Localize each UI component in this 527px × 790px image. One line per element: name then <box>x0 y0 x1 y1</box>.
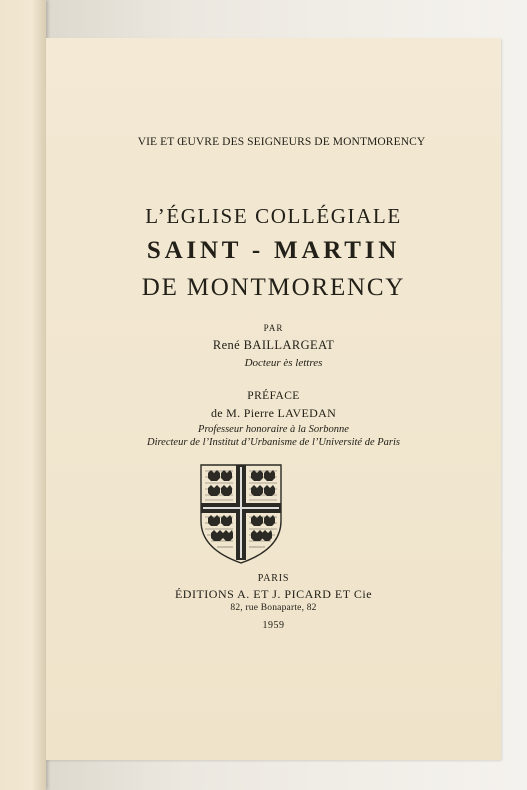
coat-of-arms-icon <box>199 463 283 565</box>
facing-page-edge <box>0 0 46 790</box>
by-label: PAR <box>263 323 284 333</box>
book-title-line-1: L’ÉGLISE COLLÉGIALE <box>145 204 402 228</box>
publication-year: 1959 <box>262 620 285 631</box>
preface-heading: PRÉFACE <box>247 390 300 402</box>
publisher-address: 82, rue Bonaparte, 82 <box>230 603 317 613</box>
preface-author-title-1: Professeur honoraire à la Sorbonne <box>198 424 349 435</box>
book-title-line-3: DE MONTMORENCY <box>141 274 406 301</box>
publisher-name: ÉDITIONS A. ET J. PICARD ET Cie <box>174 587 373 601</box>
book-title-line-2: SAINT - MARTIN <box>146 237 401 264</box>
series-title: VIE ET ŒUVRE DES SEIGNEURS DE MONTMORENCY <box>137 136 426 148</box>
preface-author: de M. Pierre LAVEDAN <box>210 406 337 420</box>
preface-author-title-2: Directeur de l’Institut d’Urbanisme de l’Université de Paris <box>146 437 401 448</box>
author-degree: Docteur ès lettres <box>244 357 323 369</box>
author-name: René BAILLARGEAT <box>212 338 335 352</box>
publication-place: PARIS <box>257 573 290 584</box>
title-page <box>46 38 501 760</box>
